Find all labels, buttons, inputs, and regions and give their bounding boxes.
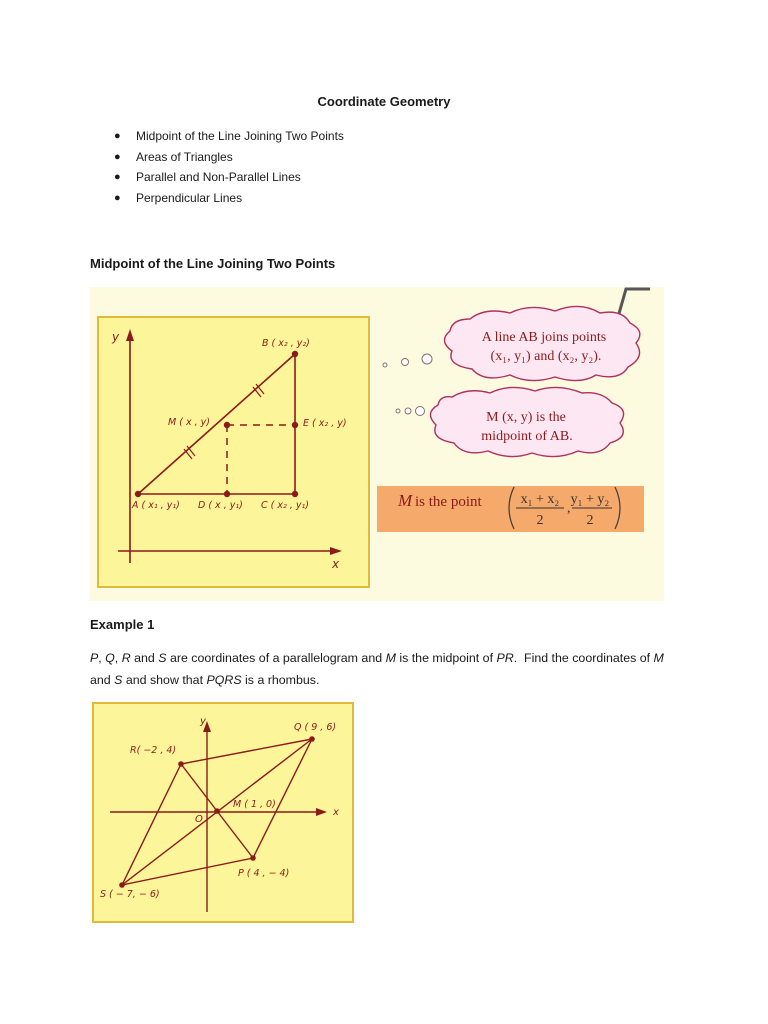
list-item [110, 147, 344, 168]
point-b [292, 351, 298, 357]
x-axis-label: x [333, 807, 339, 818]
text-find: Find the coordinates of [524, 651, 651, 665]
formula-num2: y₁ + y₂ [570, 492, 610, 507]
formula-den2: 2 [586, 513, 594, 528]
label-p: P ( 4 , − 4) [238, 868, 290, 879]
thought-bubbles [383, 354, 432, 416]
var-pqrs: PQRS [206, 673, 242, 687]
text-rhombus: is a rhombus. [245, 673, 320, 687]
point-e [292, 422, 298, 428]
point-m [224, 422, 230, 428]
cloud2-line2: midpoint of AB. [481, 429, 573, 444]
topic-label: Perpendicular Lines [136, 191, 243, 206]
bullet-icon: ● [114, 171, 121, 184]
list-item [110, 188, 344, 209]
page-title: Coordinate Geometry [317, 94, 451, 109]
label-r: R( −2 , 4) [130, 745, 177, 756]
section-heading: Midpoint of the Line Joining Two Points [90, 256, 336, 271]
label-m: M ( x , y) [168, 417, 210, 428]
var-q: Q [105, 651, 115, 665]
cloud1-line1: A line AB joins points [481, 330, 607, 345]
topic-list [110, 126, 344, 209]
formula-den1: 2 [536, 513, 544, 528]
formula-num1: x₁ + x₂ [520, 492, 560, 507]
label-q: Q ( 9 , 6) [294, 722, 337, 733]
example-heading: Example 1 [90, 617, 155, 632]
var-p: P [90, 651, 99, 665]
problem-statement: P, Q, R and S are coordinates of a parallelogram and M is the midpoint of PR. Find the coordinates of M and S and show that PQRS is a rhombus. [90, 651, 664, 687]
rhombus-figure [90, 702, 356, 924]
point-p [250, 855, 256, 861]
point-a [135, 491, 141, 497]
text-show: and show that [125, 673, 204, 687]
formula-comma: , [567, 501, 571, 516]
list-item [110, 126, 344, 147]
midpoint-figure [90, 287, 664, 601]
topic-label: Midpoint of the Line Joining Two Points [136, 129, 344, 143]
point-c [292, 491, 298, 497]
var-s: S [158, 651, 167, 665]
text-is-mid: is the midpoint of [399, 651, 494, 665]
bullet-icon: ● [114, 192, 121, 205]
var-r: R [121, 651, 131, 665]
label-m: M ( 1 , 0) [233, 799, 276, 810]
x-axis-label: x [332, 557, 340, 571]
word-and: and [134, 651, 155, 665]
formula-text: is the point [415, 494, 482, 510]
decorative-corner [618, 289, 650, 317]
label-e: E ( x₂ , y) [303, 418, 347, 429]
topic-label: Areas of Triangles [136, 149, 233, 164]
var-s2: S [114, 673, 123, 687]
point-d [224, 491, 230, 497]
y-axis-label: y [200, 716, 206, 727]
label-d: D ( x , y₁) [198, 500, 243, 511]
var-m: M [385, 651, 396, 665]
point-m [214, 808, 220, 814]
bullet-icon: ● [114, 130, 121, 142]
topic-label: Parallel and Non-Parallel Lines [136, 170, 301, 185]
cloud1-line2: (x₁, y₁) and (x₂, y₂). [490, 349, 602, 364]
var-m2: M [653, 651, 664, 665]
label-a: A ( x₁ , y₁) [132, 500, 180, 511]
formula-m: M [398, 491, 413, 510]
label-c: C ( x₂ , y₁) [261, 500, 310, 511]
cloud2-line1: M (x, y) is the [486, 410, 566, 425]
origin-label: O [195, 814, 203, 825]
label-s: S ( − 7, − 6) [100, 889, 160, 900]
point-r [178, 761, 184, 767]
point-s [119, 882, 125, 888]
bullet-icon: ● [114, 150, 121, 163]
diagram-panel [98, 317, 369, 587]
point-q [309, 736, 315, 742]
list-item [110, 167, 344, 188]
text-middle: are coordinates of a parallelogram and [169, 651, 383, 665]
word-and2: and [90, 673, 111, 687]
label-b: B ( x₂ , y₂) [262, 338, 310, 349]
var-pr: PR [496, 651, 514, 665]
y-axis-label: y [112, 330, 120, 344]
